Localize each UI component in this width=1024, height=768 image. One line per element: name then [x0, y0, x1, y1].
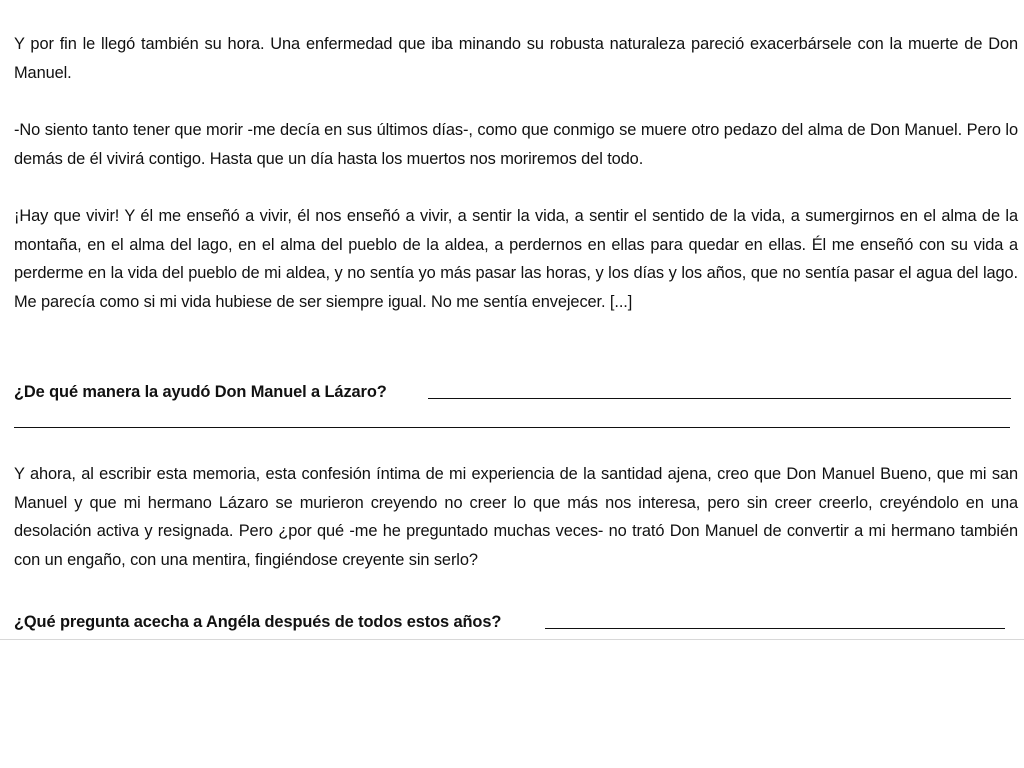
- question-1: ¿De qué manera la ayudó Don Manuel a Lázaro?: [14, 383, 387, 401]
- paragraph-3: ¡Hay que vivir! Y él me enseñó a vivir, él nos enseñó a vivir, a sentir la vida, a sentir el sentido de la vida, a sumergirnos en el alma de la montaña, en el alma del lago, en el alma del pueblo de la aldea, a perdernos en ellas para quedar en ellas. Él me enseñó con su vida a perderme en la vida del pueblo de mi aldea, y no sentía yo más pasar las horas, y los días y los años, que no sentía pasar el agua del lago. Me parecía como si mi vida hubiese de ser siempre igual. No me sentía envejecer. [...]: [14, 207, 1018, 311]
- paragraph-2: -No siento tanto tener que morir -me decía en sus últimos días-, como que conmigo se muere otro pedazo del alma de Don Manuel. Pero lo demás de él vivirá contigo. Hasta que un día hasta los muertos nos moriremos del todo.: [14, 121, 1018, 168]
- answer-line-2[interactable]: [545, 628, 1005, 629]
- paragraph-4: Y ahora, al escribir esta memoria, esta confesión íntima de mi experiencia de la santidad ajena, creo que Don Manuel Bueno, que mi san Manuel y que mi hermano Lázaro se murieron creyendo no creer lo que más nos interesa, pero sin creer creerlo, creyéndolo en una desolación activa y resignada. Pero ¿por qué -me he preguntado muchas veces- no trató Don Manuel de convertir a mi hermano también con un engaño, con una mentira, fingiéndose creyente sin serlo?: [14, 465, 1018, 569]
- question-2: ¿Qué pregunta acecha a Angéla después de todos estos años?: [14, 613, 502, 631]
- answer-line-1a[interactable]: [428, 398, 1011, 399]
- paragraph-1: Y por fin le llegó también su hora. Una enfermedad que iba minando su robusta naturaleza pareció exacerbársele con la muerte de Don Manuel.: [14, 35, 1018, 82]
- answer-line-1b[interactable]: [14, 427, 1010, 428]
